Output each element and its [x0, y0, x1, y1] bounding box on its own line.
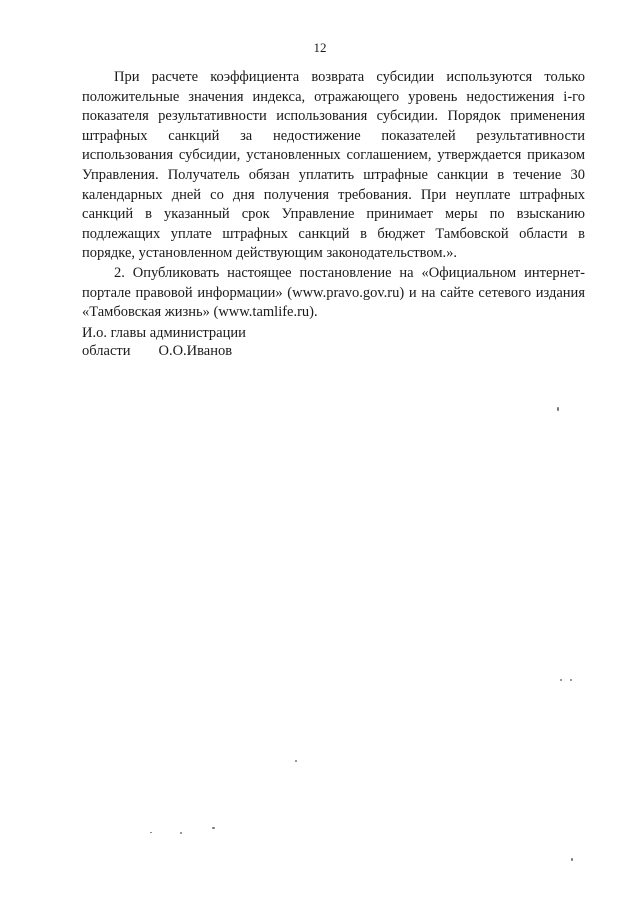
- signatory-position: И.о. главы администрации: [82, 325, 246, 341]
- scan-speck: [212, 827, 215, 829]
- scan-speck: [295, 760, 297, 762]
- signatory-name: О.О.Иванов: [158, 343, 233, 359]
- signature-block: [82, 324, 246, 360]
- scan-speck: [180, 832, 182, 834]
- scan-speck: [570, 679, 572, 681]
- document-body: [82, 68, 585, 323]
- scan-speck: [557, 407, 559, 411]
- scan-speck: [571, 858, 573, 861]
- paragraph-penalty-procedure: При расчете коэффициента возврата субсидии используются только положительные значения индекса, отражающего уровень недостижения i-го показателя результативности использования субсидии. Порядок применения штрафных санкций за недостижение показателей результативности использования субсидии, установленных соглашением, утверждается приказом Управления. Получатель обязан уплатить штрафные санкции в течение 30 календарных дней со дня получения требования. При неуплате штрафных санкций в указанный срок Управление принимает меры по взысканию подлежащих уплате штрафных санкций в бюджет Тамбовской области в порядке, установленном действующим законодательством.».: [82, 69, 585, 262]
- page-number: 12: [313, 40, 327, 55]
- scan-speck: [560, 679, 562, 681]
- paragraph-publication: 2. Опубликовать настоящее постановление на «Официальном интернет-портале правовой информации» (www.pravo.gov.ru) и на сайте сетевого издания «Тамбовская жизнь» (www.tamlife.ru).: [82, 264, 585, 321]
- scan-speck: [150, 832, 152, 833]
- signatory-position-cont: области: [82, 343, 131, 359]
